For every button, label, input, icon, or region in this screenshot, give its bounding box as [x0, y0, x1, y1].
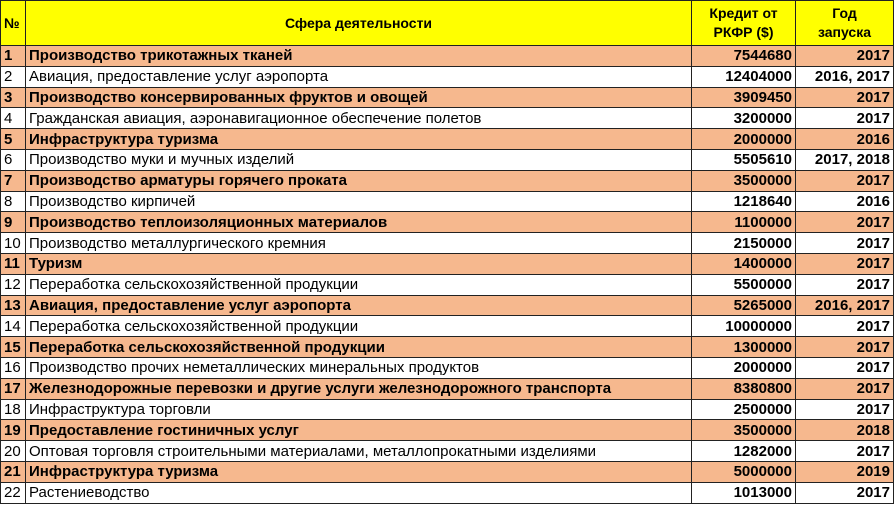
cell-credit: 3200000 — [692, 108, 796, 129]
cell-num: 13 — [1, 295, 26, 316]
cell-year: 2019 — [796, 461, 894, 482]
cell-year: 2016, 2017 — [796, 295, 894, 316]
cell-credit: 2500000 — [692, 399, 796, 420]
cell-year: 2017 — [796, 212, 894, 233]
cell-num: 21 — [1, 461, 26, 482]
cell-sphere: Переработка сельскохозяйственной продукции — [26, 337, 692, 358]
cell-credit: 12404000 — [692, 66, 796, 87]
header-sphere: Сфера деятельности — [26, 1, 692, 46]
table-row — [1, 87, 894, 108]
table-row — [1, 316, 894, 337]
table-row — [1, 441, 894, 462]
cell-num: 14 — [1, 316, 26, 337]
table-row — [1, 46, 894, 67]
cell-sphere: Растениеводство — [26, 482, 692, 503]
cell-num: 22 — [1, 482, 26, 503]
cell-sphere: Инфраструктура туризма — [26, 461, 692, 482]
cell-num: 9 — [1, 212, 26, 233]
cell-num: 6 — [1, 149, 26, 170]
cell-sphere: Производство консервированных фруктов и овощей — [26, 87, 692, 108]
table-row — [1, 66, 894, 87]
cell-year: 2016 — [796, 191, 894, 212]
cell-num: 12 — [1, 274, 26, 295]
header-credit-line2: РКФР ($) — [713, 24, 774, 40]
cell-year: 2017 — [796, 253, 894, 274]
header-row — [1, 1, 894, 46]
cell-year: 2017 — [796, 316, 894, 337]
cell-sphere: Гражданская авиация, аэронавигационное обеспечение полетов — [26, 108, 692, 129]
cell-credit: 1013000 — [692, 482, 796, 503]
cell-credit: 2150000 — [692, 233, 796, 254]
cell-year: 2017 — [796, 233, 894, 254]
cell-num: 19 — [1, 420, 26, 441]
cell-credit: 5505610 — [692, 149, 796, 170]
cell-num: 18 — [1, 399, 26, 420]
cell-num: 8 — [1, 191, 26, 212]
table-row — [1, 357, 894, 378]
table-row — [1, 170, 894, 191]
header-year — [796, 1, 894, 46]
cell-sphere: Авиация, предоставление услуг аэропорта — [26, 295, 692, 316]
cell-credit: 3500000 — [692, 170, 796, 191]
cell-sphere: Производство прочих неметаллических минеральных продуктов — [26, 357, 692, 378]
cell-sphere: Железнодорожные перевозки и другие услуги железнодорожного транспорта — [26, 378, 692, 399]
table-row — [1, 108, 894, 129]
cell-year: 2018 — [796, 420, 894, 441]
cell-sphere: Производство муки и мучных изделий — [26, 149, 692, 170]
table-row — [1, 482, 894, 503]
table-row — [1, 253, 894, 274]
cell-credit: 8380800 — [692, 378, 796, 399]
cell-sphere: Переработка сельскохозяйственной продукции — [26, 316, 692, 337]
table-row — [1, 399, 894, 420]
cell-sphere: Предоставление гостиничных услуг — [26, 420, 692, 441]
cell-num: 10 — [1, 233, 26, 254]
cell-sphere: Инфраструктура туризма — [26, 129, 692, 150]
cell-num: 20 — [1, 441, 26, 462]
table-body — [1, 46, 894, 504]
header-credit — [692, 1, 796, 46]
cell-credit: 1100000 — [692, 212, 796, 233]
cell-num: 4 — [1, 108, 26, 129]
cell-year: 2017 — [796, 357, 894, 378]
cell-sphere: Авиация, предоставление услуг аэропорта — [26, 66, 692, 87]
table-row — [1, 274, 894, 295]
cell-credit: 2000000 — [692, 357, 796, 378]
cell-sphere: Производство кирпичей — [26, 191, 692, 212]
table-row — [1, 461, 894, 482]
cell-sphere: Туризм — [26, 253, 692, 274]
cell-credit: 7544680 — [692, 46, 796, 67]
header-year-line1: Год — [832, 5, 857, 21]
cell-year: 2017 — [796, 87, 894, 108]
cell-num: 17 — [1, 378, 26, 399]
cell-year: 2017 — [796, 170, 894, 191]
cell-year: 2017 — [796, 46, 894, 67]
table-row — [1, 212, 894, 233]
cell-sphere: Производство металлургического кремния — [26, 233, 692, 254]
cell-credit: 3909450 — [692, 87, 796, 108]
header-credit-line1: Кредит от — [709, 5, 778, 21]
cell-num: 1 — [1, 46, 26, 67]
cell-year: 2017 — [796, 399, 894, 420]
header-year-line2: запуска — [817, 24, 872, 40]
table-header — [1, 1, 894, 46]
cell-credit: 2000000 — [692, 129, 796, 150]
cell-sphere: Производство теплоизоляционных материалов — [26, 212, 692, 233]
cell-credit: 10000000 — [692, 316, 796, 337]
cell-num: 2 — [1, 66, 26, 87]
table-row — [1, 149, 894, 170]
cell-num: 15 — [1, 337, 26, 358]
table-row — [1, 191, 894, 212]
cell-sphere: Производство трикотажных тканей — [26, 46, 692, 67]
table-row — [1, 233, 894, 254]
cell-credit: 3500000 — [692, 420, 796, 441]
cell-sphere: Переработка сельскохозяйственной продукции — [26, 274, 692, 295]
cell-sphere: Инфраструктура торговли — [26, 399, 692, 420]
table-row — [1, 378, 894, 399]
cell-sphere: Производство арматуры горячего проката — [26, 170, 692, 191]
cell-year: 2017 — [796, 274, 894, 295]
table-row — [1, 129, 894, 150]
cell-num: 16 — [1, 357, 26, 378]
cell-year: 2017 — [796, 337, 894, 358]
cell-num: 3 — [1, 87, 26, 108]
cell-credit: 1300000 — [692, 337, 796, 358]
cell-year: 2017 — [796, 482, 894, 503]
table-row — [1, 295, 894, 316]
cell-credit: 5500000 — [692, 274, 796, 295]
cell-year: 2017 — [796, 441, 894, 462]
cell-credit: 5265000 — [692, 295, 796, 316]
cell-num: 7 — [1, 170, 26, 191]
cell-year: 2017, 2018 — [796, 149, 894, 170]
cell-num: 11 — [1, 253, 26, 274]
header-num: № — [1, 1, 26, 46]
cell-year: 2016, 2017 — [796, 66, 894, 87]
cell-sphere: Оптовая торговля строительными материалами, металлопрокатными изделиями — [26, 441, 692, 462]
cell-credit: 5000000 — [692, 461, 796, 482]
cell-num: 5 — [1, 129, 26, 150]
cell-credit: 1400000 — [692, 253, 796, 274]
cell-credit: 1282000 — [692, 441, 796, 462]
cell-year: 2017 — [796, 108, 894, 129]
table-row — [1, 420, 894, 441]
cell-credit: 1218640 — [692, 191, 796, 212]
table-row — [1, 337, 894, 358]
cell-year: 2017 — [796, 378, 894, 399]
cell-year: 2016 — [796, 129, 894, 150]
